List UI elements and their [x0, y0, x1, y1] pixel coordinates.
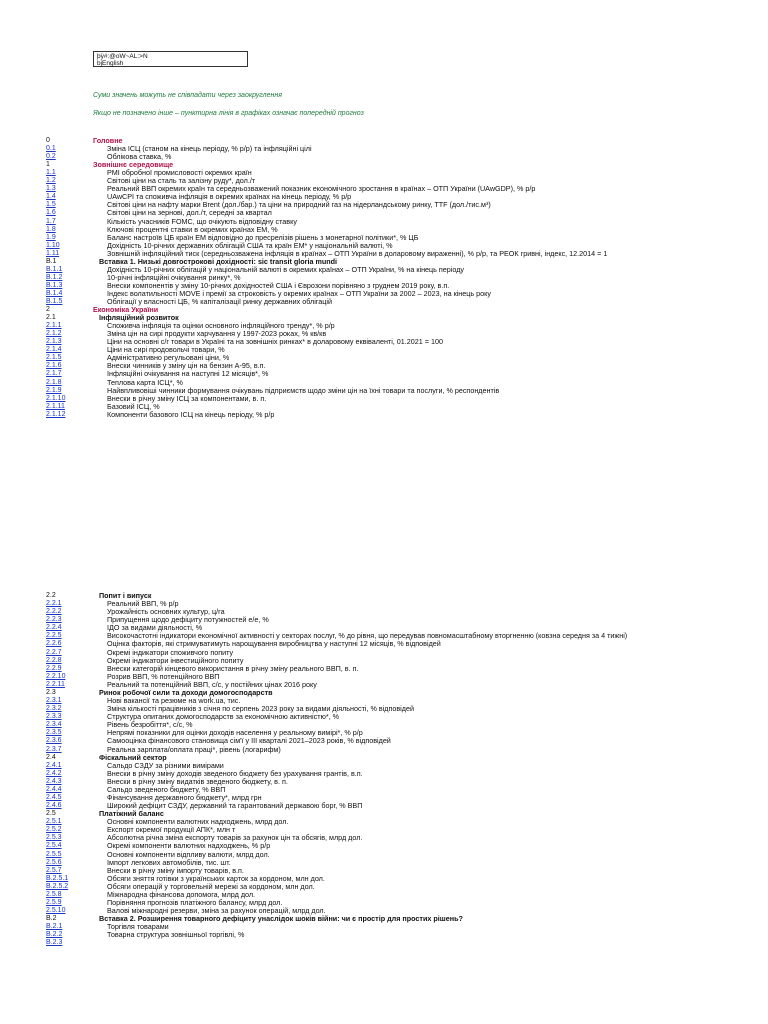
entry-number-link[interactable]: 2.5.4: [46, 842, 62, 850]
entry-title: Високочастотні індикатори економічної активності у секторах послуг, % до рівня, що передував повномасштабному вторгненню (ковзна середня за 4 тижні): [107, 631, 628, 641]
entry-title: Кількість учасників FOMC, що очікують відповідну ставку: [107, 216, 297, 226]
entry-number-link[interactable]: 1.7: [46, 217, 56, 225]
entry-number-link[interactable]: 1.10: [46, 241, 60, 249]
entry-title: Інфляційні очікування на наступні 12 місяців*, %: [107, 369, 269, 379]
entry-title: Імпорт легкових автомобілів, тис. шт.: [107, 857, 231, 867]
entry-number-link[interactable]: 2.1.8: [46, 378, 62, 386]
entry-number-link[interactable]: 2.1.6: [46, 362, 62, 370]
entry-number: 2: [46, 306, 50, 314]
entry-number-link[interactable]: 2.3.1: [46, 697, 62, 705]
entry-number-link[interactable]: 0.1: [46, 145, 56, 153]
entry-title: UAwCPI та споживча інфляція в окремих країнах на кінець періоду, % р/р: [107, 192, 352, 202]
entry-number-link[interactable]: 2.2.2: [46, 608, 62, 616]
forecast-note: Якщо не позначено інше – пунктирна лінія в графіках означає попередній прогноз: [93, 110, 364, 117]
entry-title: Сальдо зведеного бюджету, % ВВП: [107, 784, 226, 794]
entry-number-link[interactable]: 2.5.10: [46, 907, 66, 915]
entry-title: Внески категорій кінцевого використання в річну зміну реального ВВП, в. п.: [107, 663, 359, 673]
entry-title: Порівняння прогнозів платіжного балансу, млрд дол.: [107, 898, 283, 908]
entry-title: Споживча інфляція та оцінки основного інфляційного тренду*, % р/р: [107, 321, 335, 331]
entry-number-link[interactable]: 2.4.4: [46, 785, 62, 793]
entry-number-link[interactable]: 1.3: [46, 185, 56, 193]
entry-title: Внески компонентів у зміну 10-річних дохідностей США і Єврозони порівняно з груднем 2019 року, в.п.: [107, 280, 450, 290]
language-box-line1: þÿ#:@oW~AL:>N: [97, 53, 148, 60]
entry-title: Реальний ВВП, % р/р: [107, 599, 179, 609]
entry-title: Світові ціни на сталь та залізну руду*, дол./т: [107, 176, 256, 186]
entry-title: Індекс волатильності MOVE і премії за строковість у окремих країнах – ОТП України за 2002 – 2023, на кінець року: [107, 288, 491, 298]
entry-title: Ключові процентні ставки в окремих країнах ЕМ, %: [107, 224, 278, 234]
entry-number-link[interactable]: 2.2.5: [46, 632, 62, 640]
entry-title: Вставка 2. Розширення товарного дефіциту унаслідок шоків війни: чи є простір для простих рішень?: [99, 914, 463, 924]
entry-title: Головне: [93, 136, 123, 145]
entry-number: В.2: [46, 915, 57, 923]
language-box: [93, 51, 248, 67]
entry-title: Внески в річну зміну імпорту товарів, в.п.: [107, 865, 244, 875]
entry-title: Реальна зарплата/оплата праці*, рівень (логарифм): [107, 744, 281, 754]
entry-title: Окремі індикатори інвестиційного попиту: [107, 655, 244, 665]
entry-number-link[interactable]: 1.2: [46, 177, 56, 185]
entry-number-link[interactable]: 2.1.7: [46, 370, 62, 378]
entry-title: Інфляційний розвиток: [99, 313, 179, 323]
entry-title: Окремі компоненти валютних надходжень, % р/р: [107, 841, 271, 851]
entry-title: Обсяги зняття готівки з українських карток за кордоном, млн дол.: [107, 873, 325, 883]
entry-number-link[interactable]: 2.4.6: [46, 802, 62, 810]
entry-number-link[interactable]: 2.1.4: [46, 346, 62, 354]
entry-number-link[interactable]: 2.2.9: [46, 664, 62, 672]
entry-number-link[interactable]: 1.5: [46, 201, 56, 209]
entry-number-link[interactable]: В.1.1: [46, 265, 63, 273]
entry-title: Вставка 1. Низькі довгострокові дохідності: sic transit gloria mundi: [99, 256, 338, 266]
entry-title: Зовнішнє середовище: [93, 160, 174, 170]
entry-number-link[interactable]: 2.5.2: [46, 826, 62, 834]
entry-number-link[interactable]: 0.2: [46, 153, 56, 161]
entry-number-link[interactable]: 2.3.2: [46, 705, 62, 713]
entry-number-link[interactable]: В.2.2: [46, 931, 63, 939]
entry-title: Економіка України: [93, 305, 159, 315]
entry-title: Самооцінка фінансового становища сім'ї у ІІІ кварталі 2021–2023 років, % відповідей: [107, 736, 391, 746]
entry-number-link[interactable]: 1.11: [46, 249, 60, 257]
entry-number-link[interactable]: 2.4.3: [46, 777, 62, 785]
entry-title: Зовнішній інфляційний тиск (середньозважена інфляція в країнах – ОТП України в доларовому вираженні), % р/р, та РЕОК гривні, індекс, 12.2014 = 1: [107, 248, 608, 258]
entry-number-link[interactable]: В.2.5.1: [46, 874, 69, 882]
entry-title: Внески в річну зміну видатків зведеного бюджету, в. п.: [107, 776, 288, 786]
entry-title: Окремі індикатори споживчого попиту: [107, 647, 234, 657]
entry-title: Фіскальний сектор: [99, 752, 167, 762]
entry-title: Непрямі показники для оцінки доходів населення у реальному вимірі*, % р/р: [107, 728, 363, 738]
entry-number-link[interactable]: 1.8: [46, 225, 56, 233]
entry-number-link[interactable]: 2.3.4: [46, 721, 62, 729]
entry-title: Міжнародна фінансова допомога, млрд дол.: [107, 889, 256, 899]
entry-title: Внески в річну зміну доходів зведеного бюджету без урахування грантів, в.п.: [107, 768, 363, 778]
entry-title: Світові ціни на зернові, дол./т, середні за квартал: [107, 208, 272, 218]
entry-title: Структура опитаних домогосподарств за економічною активністю*, %: [107, 712, 340, 722]
entry-title: Дохідність 10-річних державних облігацій США та країн ЕМ* у національній валюті, %: [107, 240, 393, 250]
entry-number-link[interactable]: В.2.1: [46, 923, 63, 931]
entry-title: Адміністративно регульовані ціни, %: [107, 353, 230, 363]
entry-title: Попит і випуск: [99, 591, 152, 600]
entry-title: Дохідність 10-річних облігацій у національній валюті в окремих країнах – ОТП України, % на кінець періоду: [107, 264, 465, 274]
language-box-line2: bjEnglish: [97, 60, 124, 67]
entry-title: Світові ціни на нафту марки Brent (дол./бар.) та ціни на природний газ на нідерландському ринку, TTF (дол./тис.м³): [107, 200, 491, 210]
entry-title: Внески чинників у зміну цін на бензин А-95, в.п.: [107, 361, 266, 371]
entry-number-link[interactable]: 2.1.12: [46, 410, 66, 418]
entry-number-link[interactable]: 2.3.3: [46, 713, 62, 721]
entry-title: Платіжний баланс: [99, 809, 164, 819]
entry-number-link[interactable]: 2.2.6: [46, 640, 62, 648]
entry-number: 2.1: [46, 314, 56, 322]
entry-number-link[interactable]: 2.2.10: [46, 672, 66, 680]
entry-number-link[interactable]: 1.1: [46, 169, 56, 177]
entry-title: Основні компоненти відпливу валюти, млрд дол.: [107, 849, 270, 859]
entry-number-link[interactable]: 2.5.1: [46, 818, 62, 826]
entry-title: Ринок робочої сили та доходи домогосподарств: [99, 687, 273, 697]
entry-number: В.1: [46, 257, 57, 265]
entry-title: Облікова ставка, %: [107, 152, 172, 162]
entry-number-link[interactable]: 2.5.9: [46, 899, 62, 907]
entry-number-link[interactable]: 1.4: [46, 193, 56, 201]
entry-number-link[interactable]: 2.2.11: [46, 680, 65, 688]
entry-number-link[interactable]: 2.1.2: [46, 330, 62, 338]
entry-number: 2.3: [46, 688, 56, 696]
entry-number: 2.4: [46, 753, 56, 761]
entry-number-link[interactable]: 2.1.5: [46, 354, 62, 362]
entry-title: Ціни на сирі продовольчі товари, %: [107, 345, 225, 355]
entry-number-link[interactable]: В.1.4: [46, 289, 63, 297]
entry-number-link[interactable]: 1.6: [46, 209, 56, 217]
entry-title: Валові міжнародні резерви, зміна за рахунок операцій, млрд дол.: [107, 906, 326, 916]
entry-title: Експорт окремої продукції АПК*, млн т: [107, 825, 236, 835]
entry-number: 2.2: [46, 592, 56, 599]
entry-number-link[interactable]: 2.2.3: [46, 616, 62, 624]
entry-number-link[interactable]: В.1.2: [46, 273, 63, 281]
entry-number-link[interactable]: 2.3.5: [46, 729, 62, 737]
entry-title: Реальний ВВП окремих країн та середньозважений показник економічного зростання в країнах – ОТП України (UAwGDP), % р/р: [107, 184, 536, 194]
entry-number-link[interactable]: 1.9: [46, 233, 56, 241]
entry-title: Торгівля товарами: [107, 922, 169, 932]
entry-title: Найвпливовіші чинники формування очікувань підприємств щодо зміни цін на їхні товари та послуги, % респондентів: [107, 385, 500, 395]
entry-title: 10-річні інфляційні очікування ринку*, %: [107, 272, 241, 282]
rounding-note: Суми значень можуть не співпадати через заокруглення: [93, 92, 282, 99]
entry-title: Облігації у власності ЦБ, % капіталізації ринку державних облігацій: [107, 297, 332, 306]
entry-number-link[interactable]: 2.3.6: [46, 737, 62, 745]
entry-number-link[interactable]: 2.1.1: [46, 322, 62, 330]
entry-number-link[interactable]: 2.3.7: [46, 745, 62, 753]
entry-title: PMI обробної промисловості окремих країн: [107, 168, 252, 178]
entry-number: 2.5: [46, 810, 56, 818]
entry-title: ІДО за видами діяльності, %: [107, 623, 203, 633]
entry-number-link[interactable]: 2.1.10: [46, 394, 66, 402]
entry-number-link[interactable]: 2.2.1: [46, 600, 62, 608]
entry-number-link[interactable]: 2.1.11: [46, 402, 65, 410]
entry-title: Баланс настроїв ЦБ країн ЕМ відповідно до пресрелізів рішень з монетарної політики*, % ЦБ: [107, 232, 419, 242]
entry-title: Розрив ВВП, % потенційного ВВП: [107, 671, 220, 681]
entry-title: Зміна кількості працівників з січня по серпень 2023 року за видами діяльності, % відповідей: [107, 704, 414, 714]
entry-title: Компоненти базового ІСЦ на кінець періоду, % р/р: [107, 409, 275, 419]
entry-title: Сальдо СЗДУ за різними вимірами: [107, 760, 224, 770]
entry-number-link[interactable]: 2.5.3: [46, 834, 62, 842]
entry-number-link[interactable]: 2.4.5: [46, 794, 62, 801]
entry-number-link[interactable]: 2.5.7: [46, 866, 62, 874]
entry-number-link[interactable]: 2.2.7: [46, 648, 62, 656]
entry-title: Припущення щодо дефіциту потужностей е/е, %: [107, 615, 269, 625]
entry-number-link[interactable]: В.2.5.2: [46, 882, 69, 890]
entry-title: Урожайність основних культур, ц/га: [107, 607, 225, 617]
entry-number-link[interactable]: 2.2.8: [46, 656, 62, 664]
entry-number-link[interactable]: В.1.5: [46, 298, 63, 305]
entry-number-link[interactable]: 2.4.2: [46, 769, 62, 777]
entry-number-link[interactable]: 2.2.4: [46, 624, 62, 632]
entry-title: Фінансування державного бюджету*, млрд грн: [107, 793, 262, 802]
entry-number-link[interactable]: 2.5.5: [46, 850, 62, 858]
entry-title: Рівень безробіття*, с/с, %: [107, 720, 193, 730]
entry-title: Основні компоненти валютних надходжень, млрд дол.: [107, 817, 289, 827]
entry-title: Внески в річну зміну ІСЦ за компонентами, в. п.: [107, 393, 267, 403]
entry-title: Оцінка факторів, які стримуватимуть нарощування виробництва у наступні 12 місяців, % відповідей: [107, 639, 441, 649]
entry-title: Ціни на основні с/г товари в Україні та на зовнішніх ринках* в доларовому еквіваленті, 01.2021 = 100: [107, 337, 443, 347]
entry-title: Зміна цін на сирі продукти харчування у 1997-2023 роках, % кв/кв: [107, 329, 327, 339]
entry-number-link[interactable]: 2.1.9: [46, 386, 62, 394]
entry-number-link[interactable]: В.2.3: [46, 939, 63, 947]
entry-title: Товарна структура зовнішньої торгівлі, %: [107, 930, 245, 940]
entry-title: Зміна ІСЦ (станом на кінець періоду, % р/р) та інфляційні цілі: [107, 144, 312, 154]
entry-number-link[interactable]: 2.5.8: [46, 890, 62, 898]
entry-number: 0: [46, 137, 50, 144]
entry-title: Абсолютна річна зміна експорту товарів за рахунок цін та обсягів, млрд дол.: [107, 833, 363, 843]
entry-number-link[interactable]: 2.4.1: [46, 761, 62, 769]
entry-title: Нові вакансії та резюме на work.ua, тис.: [107, 696, 241, 706]
entry-title: Реальний та потенційний ВВП, с/с, у постійних цінах 2016 року: [107, 679, 317, 689]
entry-number: 1: [46, 161, 50, 169]
entry-title: Базовий ІСЦ, %: [107, 401, 160, 411]
entry-title: Теплова карта ІСЦ*, %: [107, 377, 183, 387]
entry-number-link[interactable]: 2.1.3: [46, 338, 62, 346]
entry-title: Обсяги операцій у торговельній мережі за кордоном, млн дол.: [107, 881, 315, 891]
entry-number-link[interactable]: В.1.3: [46, 281, 63, 289]
entry-title: Широкий дефіцит СЗДУ, державний та гарантований державою борг, % ВВП: [107, 801, 363, 811]
entry-number-link[interactable]: 2.5.6: [46, 858, 62, 866]
